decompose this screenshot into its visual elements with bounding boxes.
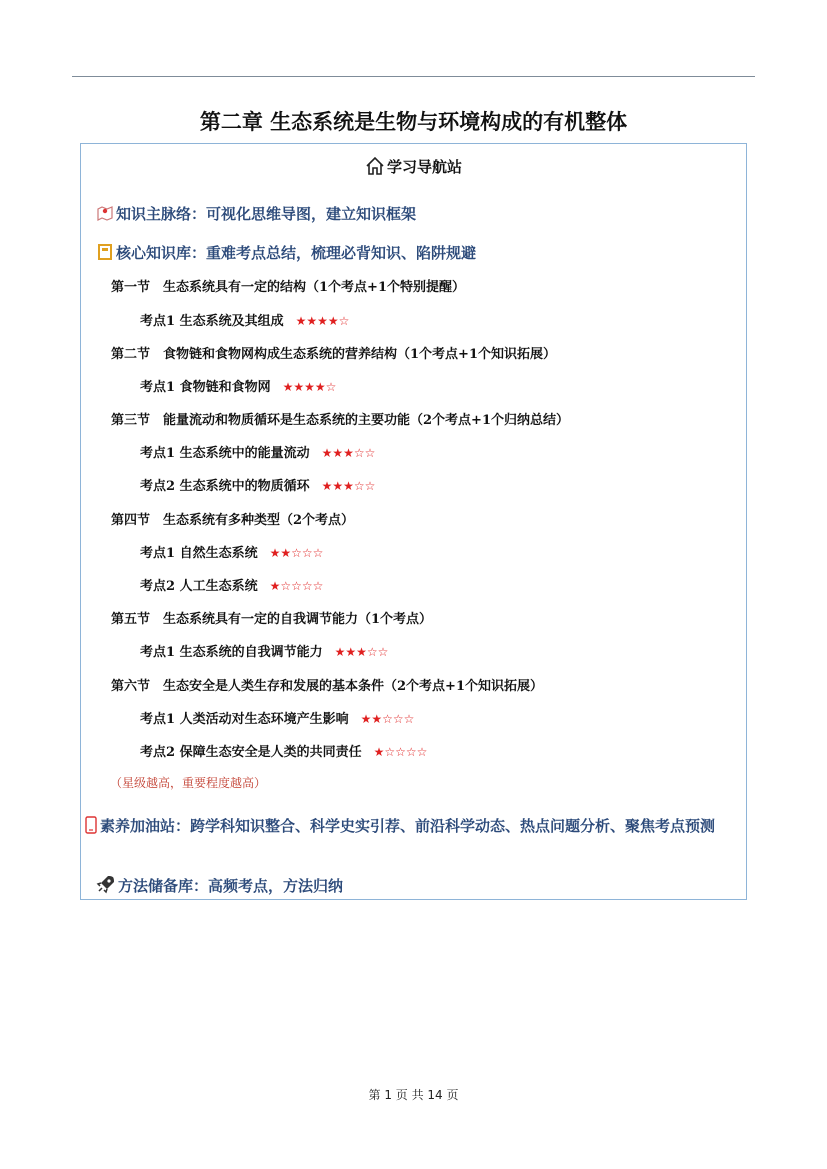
outline-topic (140, 310, 349, 329)
importance-stars: ★★★★☆ (295, 314, 350, 328)
importance-stars: ★★★☆☆ (321, 446, 376, 460)
outline-text: 考点2 生态系统中的物质循环 (140, 479, 310, 494)
book-icon (96, 243, 114, 261)
outline-text: 考点1 生态系统中的能量流动 (140, 446, 310, 461)
outline-section (111, 343, 556, 362)
importance-stars: ★★★★☆ (282, 380, 337, 394)
outline-text: 第二节 食物链和食物网构成生态系统的营养结构（1个考点+1个知识拓展） (111, 347, 556, 362)
importance-stars: ★★★☆☆ (321, 479, 376, 493)
phone-icon (82, 816, 100, 834)
outline-topic (140, 475, 375, 494)
nav-title: 学习导航站 (386, 158, 462, 176)
outline-text: 考点2 人工生态系统 (140, 579, 258, 594)
outline-text: 考点1 生态系统及其组成 (140, 314, 284, 329)
outline-text: 第一节 生态系统具有一定的结构（1个考点+1个特别提醒） (111, 280, 465, 295)
section-quality: 素养加油站：跨学科知识整合、科学史实引荐、前沿科学动态、热点问题分析、聚焦考点预测 (82, 811, 750, 842)
outline-text: 考点1 食物链和食物网 (140, 380, 271, 395)
map-pin-icon (96, 204, 114, 222)
outline-section (111, 608, 432, 627)
header-rule (72, 76, 755, 77)
importance-stars: ★★☆☆☆ (269, 546, 324, 560)
outline-text: 考点1 自然生态系统 (140, 546, 258, 561)
outline-text: 第四节 生态系统有多种类型（2个考点） (111, 513, 355, 528)
importance-stars: ★☆☆☆☆ (373, 745, 428, 759)
outline-topic (140, 442, 375, 461)
outline-topic (140, 708, 414, 727)
star-legend-note: （星级越高，重要程度越高） (110, 776, 267, 790)
outline-section (111, 675, 543, 694)
section-method: 方法储备库：高频考点，方法归纳 (96, 874, 343, 896)
outline-topic (140, 575, 323, 594)
chapter-title: 第二章 生态系统是生物与环境构成的有机整体 (199, 110, 628, 134)
outline-topic (140, 741, 427, 760)
outline-section (111, 276, 465, 295)
outline-text: 第六节 生态安全是人类生存和发展的基本条件（2个考点+1个知识拓展） (111, 679, 543, 694)
outline-topic (140, 376, 336, 395)
section-map: 知识主脉络：可视化思维导图，建立知识框架 (96, 203, 416, 224)
page-footer: 第 1 页 共 14 页 (368, 1088, 459, 1102)
home-icon (365, 156, 385, 176)
outline-section (111, 409, 569, 428)
outline-text: 考点1 生态系统的自我调节能力 (140, 645, 323, 660)
rocket-icon (96, 874, 116, 894)
outline-text: 第五节 生态系统具有一定的自我调节能力（1个考点） (111, 612, 433, 627)
outline-text: 考点2 保障生态安全是人类的共同责任 (140, 745, 362, 760)
nav-heading (0, 156, 827, 177)
importance-stars: ★★★☆☆ (334, 645, 389, 659)
section-core: 核心知识库：重难考点总结，梳理必背知识、陷阱规避 (96, 242, 476, 263)
outline-topic (140, 641, 388, 660)
outline-text: 考点1 人类活动对生态环境产生影响 (140, 712, 349, 727)
outline-text: 第三节 能量流动和物质循环是生态系统的主要功能（2个考点+1个归纳总结） (111, 413, 569, 428)
outline-topic (140, 542, 323, 561)
importance-stars: ★★☆☆☆ (360, 712, 415, 726)
outline-section (111, 509, 354, 528)
importance-stars: ★☆☆☆☆ (269, 579, 324, 593)
